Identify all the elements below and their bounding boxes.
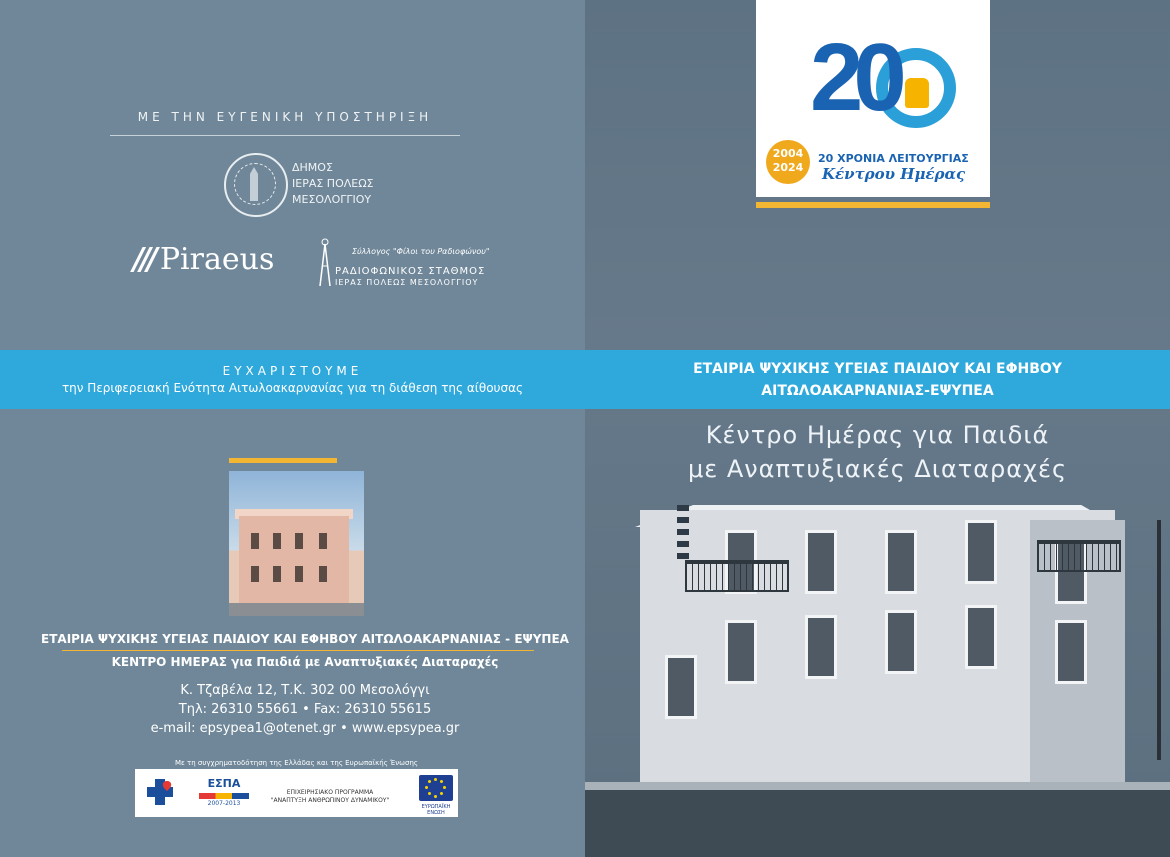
ministry-health-icon xyxy=(145,777,175,807)
sponsor-logos xyxy=(135,769,458,817)
org-divider xyxy=(62,650,534,651)
espa-years: 2007-2013 xyxy=(207,800,241,807)
anniversary-underline xyxy=(756,202,990,208)
building-photo xyxy=(229,471,364,616)
anniversary-name: Κέντρου Ημέρας xyxy=(822,165,966,183)
radio-tower-icon xyxy=(318,236,332,286)
eu-caption: ΕΥΡΩΠΑΪΚΗ ΕΝΩΣΗ xyxy=(421,804,451,816)
espa-bar-icon xyxy=(199,793,249,799)
anniversary-label: 20 ΧΡΟΝΙΑ ΛΕΙΤΟΥΡΓΙΑΣ xyxy=(818,152,969,165)
org-name: ΕΤΑΙΡΙΑ ΨΥΧΙΚΗΣ ΥΓΕΙΑΣ ΠΑΙΔΙΟΥ ΚΑΙ ΕΦΗΒΟΥ ΑΙΤΩΛΟΑΚΑΡΝΑΝΙΑΣ - ΕΨΥΠΕΑ xyxy=(41,632,569,646)
phone-fax: Τηλ: 26310 55661 • Fax: 26310 55615 xyxy=(178,702,432,717)
cover-org-title: ΕΤΑΙΡΙΑ ΨΥΧΙΚΗΣ ΥΓΕΙΑΣ ΠΑΙΔΙΟΥ ΚΑΙ ΕΦΗΒΟΥ ΑΙΤΩΛΟΑΚΑΡΝΑΝΙΑΣ-ΕΨΥΠΕΑ xyxy=(693,361,1062,399)
municipality-name: ΔΗΜΟΣ ΙΕΡΑΣ ΠΟΛΕΩΣ ΜΕΣΟΛΟΓΓΙΟΥ xyxy=(292,161,374,206)
anniversary-years-badge: 2004 2024 xyxy=(766,140,810,184)
gold-divider xyxy=(229,458,337,463)
radio-tagline: Σύλλογος "Φίλοι του Ραδιοφώνου" xyxy=(352,247,490,256)
cover-subtitle: Κέντρο Ημέρας για Παιδιά με Αναπτυξιακές Διαταραχές xyxy=(687,421,1068,483)
operational-programme-logo: ΕΠΙΧΕΙΡΗΣΙΑΚΟ ΠΡΟΓΡΑΜΜΑ "ΑΝΑΠΤΥΞΗ ΑΝΘΡΩΠΙΝΟΥ ΔΥΝΑΜΙΚΟΥ" xyxy=(270,789,390,804)
espa-logo: ΕΣΠΑ xyxy=(207,777,241,790)
eu-flag-icon xyxy=(419,775,453,801)
anniversary-number: 20 xyxy=(810,24,897,131)
org-subtitle: ΚΕΝΤΡΟ ΗΜΕΡΑΣ για Παιδιά με Αναπτυξιακές Διαταραχές xyxy=(111,655,499,669)
radio-station-subtitle: ΙΕΡΑΣ ΠΟΛΕΩΣ ΜΕΣΟΛΟΓΓΙΟΥ xyxy=(335,278,479,287)
child-figure-icon xyxy=(905,78,929,108)
radio-station-name: ΡΑΔΙΟΦΩΝΙΚΟΣ ΣΤΑΘΜΟΣ xyxy=(335,266,486,277)
greek-flag-icon xyxy=(677,505,689,565)
cofunding-note: Με τη συγχρηματοδότηση της Ελλάδας και της Ευρωπαϊκής Ένωσης xyxy=(174,759,419,767)
support-heading: ΜΕ ΤΗΝ ΕΥΓΕΝΙΚΗ ΥΠΟΣΤΗΡΙΞΗ xyxy=(137,110,433,124)
municipality-seal-icon xyxy=(224,153,288,217)
piraeus-bank-logo: /// Piraeus xyxy=(133,242,275,277)
email-website: e-mail: epsypea1@otenet.gr • www.epsypea.gr xyxy=(150,721,460,736)
address: Κ. Τζαβέλα 12, Τ.Κ. 302 00 Μεσολόγγι xyxy=(180,683,430,698)
thanks-text: την Περιφερειακή Ενότητα Αιτωλοακαρνανίας για τη διάθεση της αίθουσας xyxy=(61,381,524,395)
divider xyxy=(110,135,460,136)
thanks-heading: ΕΥΧΑΡΙΣΤΟΥΜΕ xyxy=(222,364,363,378)
